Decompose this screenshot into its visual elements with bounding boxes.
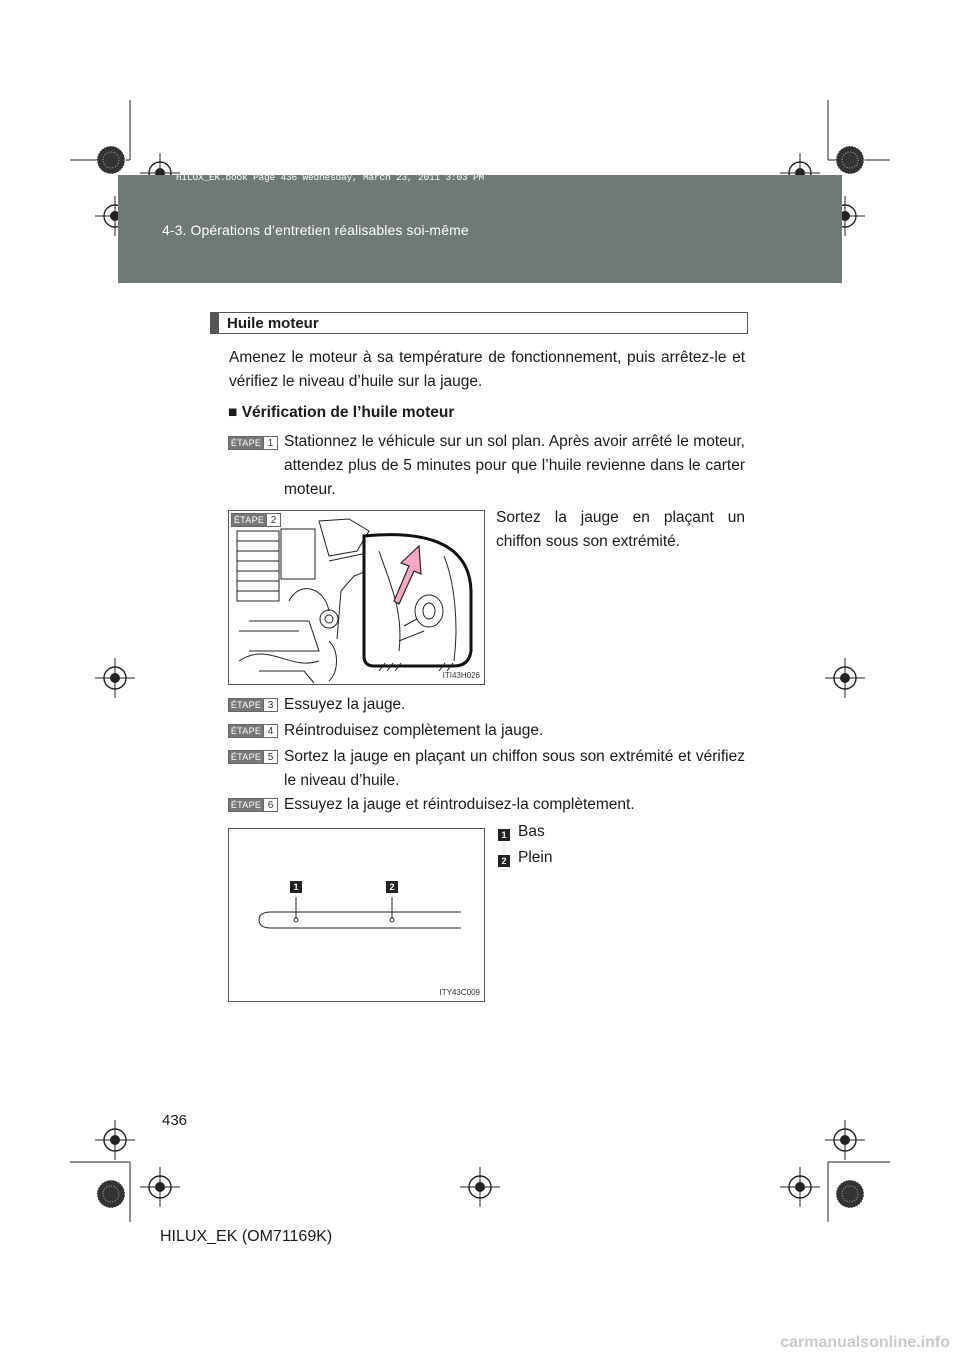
- step-2-text: Sortez la jauge en plaçant un chiffon sous son extrémité.: [496, 509, 745, 550]
- legend-1-text: Bas: [518, 823, 545, 840]
- legend-2-text: Plein: [518, 849, 553, 866]
- step-badge-6: ÉTAPE 6: [228, 798, 278, 812]
- intro-paragraph: Amenez le moteur à sa température de fonctionnement, puis arrêtez-le et vérifiez le niveau d’huile sur la jauge.: [229, 349, 745, 390]
- print-info: HILUX_EK.book Page 436 Wednesday, March 23, 2011 3:03 PM: [176, 172, 485, 183]
- manual-code: HILUX_EK (OM71169K): [160, 1228, 333, 1245]
- step-3-text: Essuyez la jauge.: [284, 696, 406, 713]
- heading-bar: [211, 313, 219, 333]
- figure-code-2: ITY43C009: [439, 988, 480, 997]
- marker-2-icon: 2: [386, 881, 398, 893]
- step-badge-1: ÉTAPE 1: [228, 436, 278, 450]
- heading-text: Huile moteur: [227, 315, 319, 332]
- marker-1-icon: 1: [290, 881, 302, 893]
- legend-2-icon: 2: [498, 855, 510, 867]
- page-number: 436: [162, 1112, 188, 1129]
- section-title: 4-3. Opérations d’entretien réalisables soi-même: [162, 222, 469, 238]
- section-heading: [210, 312, 748, 334]
- engine-bay-illustration: [229, 511, 484, 684]
- subheading-bullet: ■: [228, 404, 238, 421]
- step-4-text: Réintroduisez complètement la jauge.: [284, 722, 544, 739]
- watermark: carmanualsonline.info: [780, 1334, 950, 1351]
- dipstick-illustration: [229, 829, 484, 1001]
- step-badge-5: ÉTAPE 5: [228, 750, 278, 764]
- step-5-text: Sortez la jauge en plaçant un chiffon sous son extrémité et vérifiez le niveau d’huile.: [284, 748, 745, 789]
- step-badge-2: ÉTAPE 2: [231, 513, 281, 527]
- legend-1-icon: 1: [498, 829, 510, 841]
- figure-code-1: ITI43H026: [442, 671, 480, 680]
- step-1-text: Stationnez le véhicule sur un sol plan. Après avoir arrêté le moteur, attendez plus de 5 minutes pour que l’huile revienne dans le carter moteur.: [284, 433, 745, 498]
- engine-figure: [228, 510, 485, 685]
- dipstick-figure: [228, 828, 485, 1002]
- subheading-text: Vérification de l’huile moteur: [241, 404, 455, 421]
- step-6-text: Essuyez la jauge et réintroduisez-la complètement.: [284, 796, 635, 813]
- step-badge-3: ÉTAPE 3: [228, 698, 278, 712]
- subheading: [228, 404, 454, 422]
- step-badge-4: ÉTAPE 4: [228, 724, 278, 738]
